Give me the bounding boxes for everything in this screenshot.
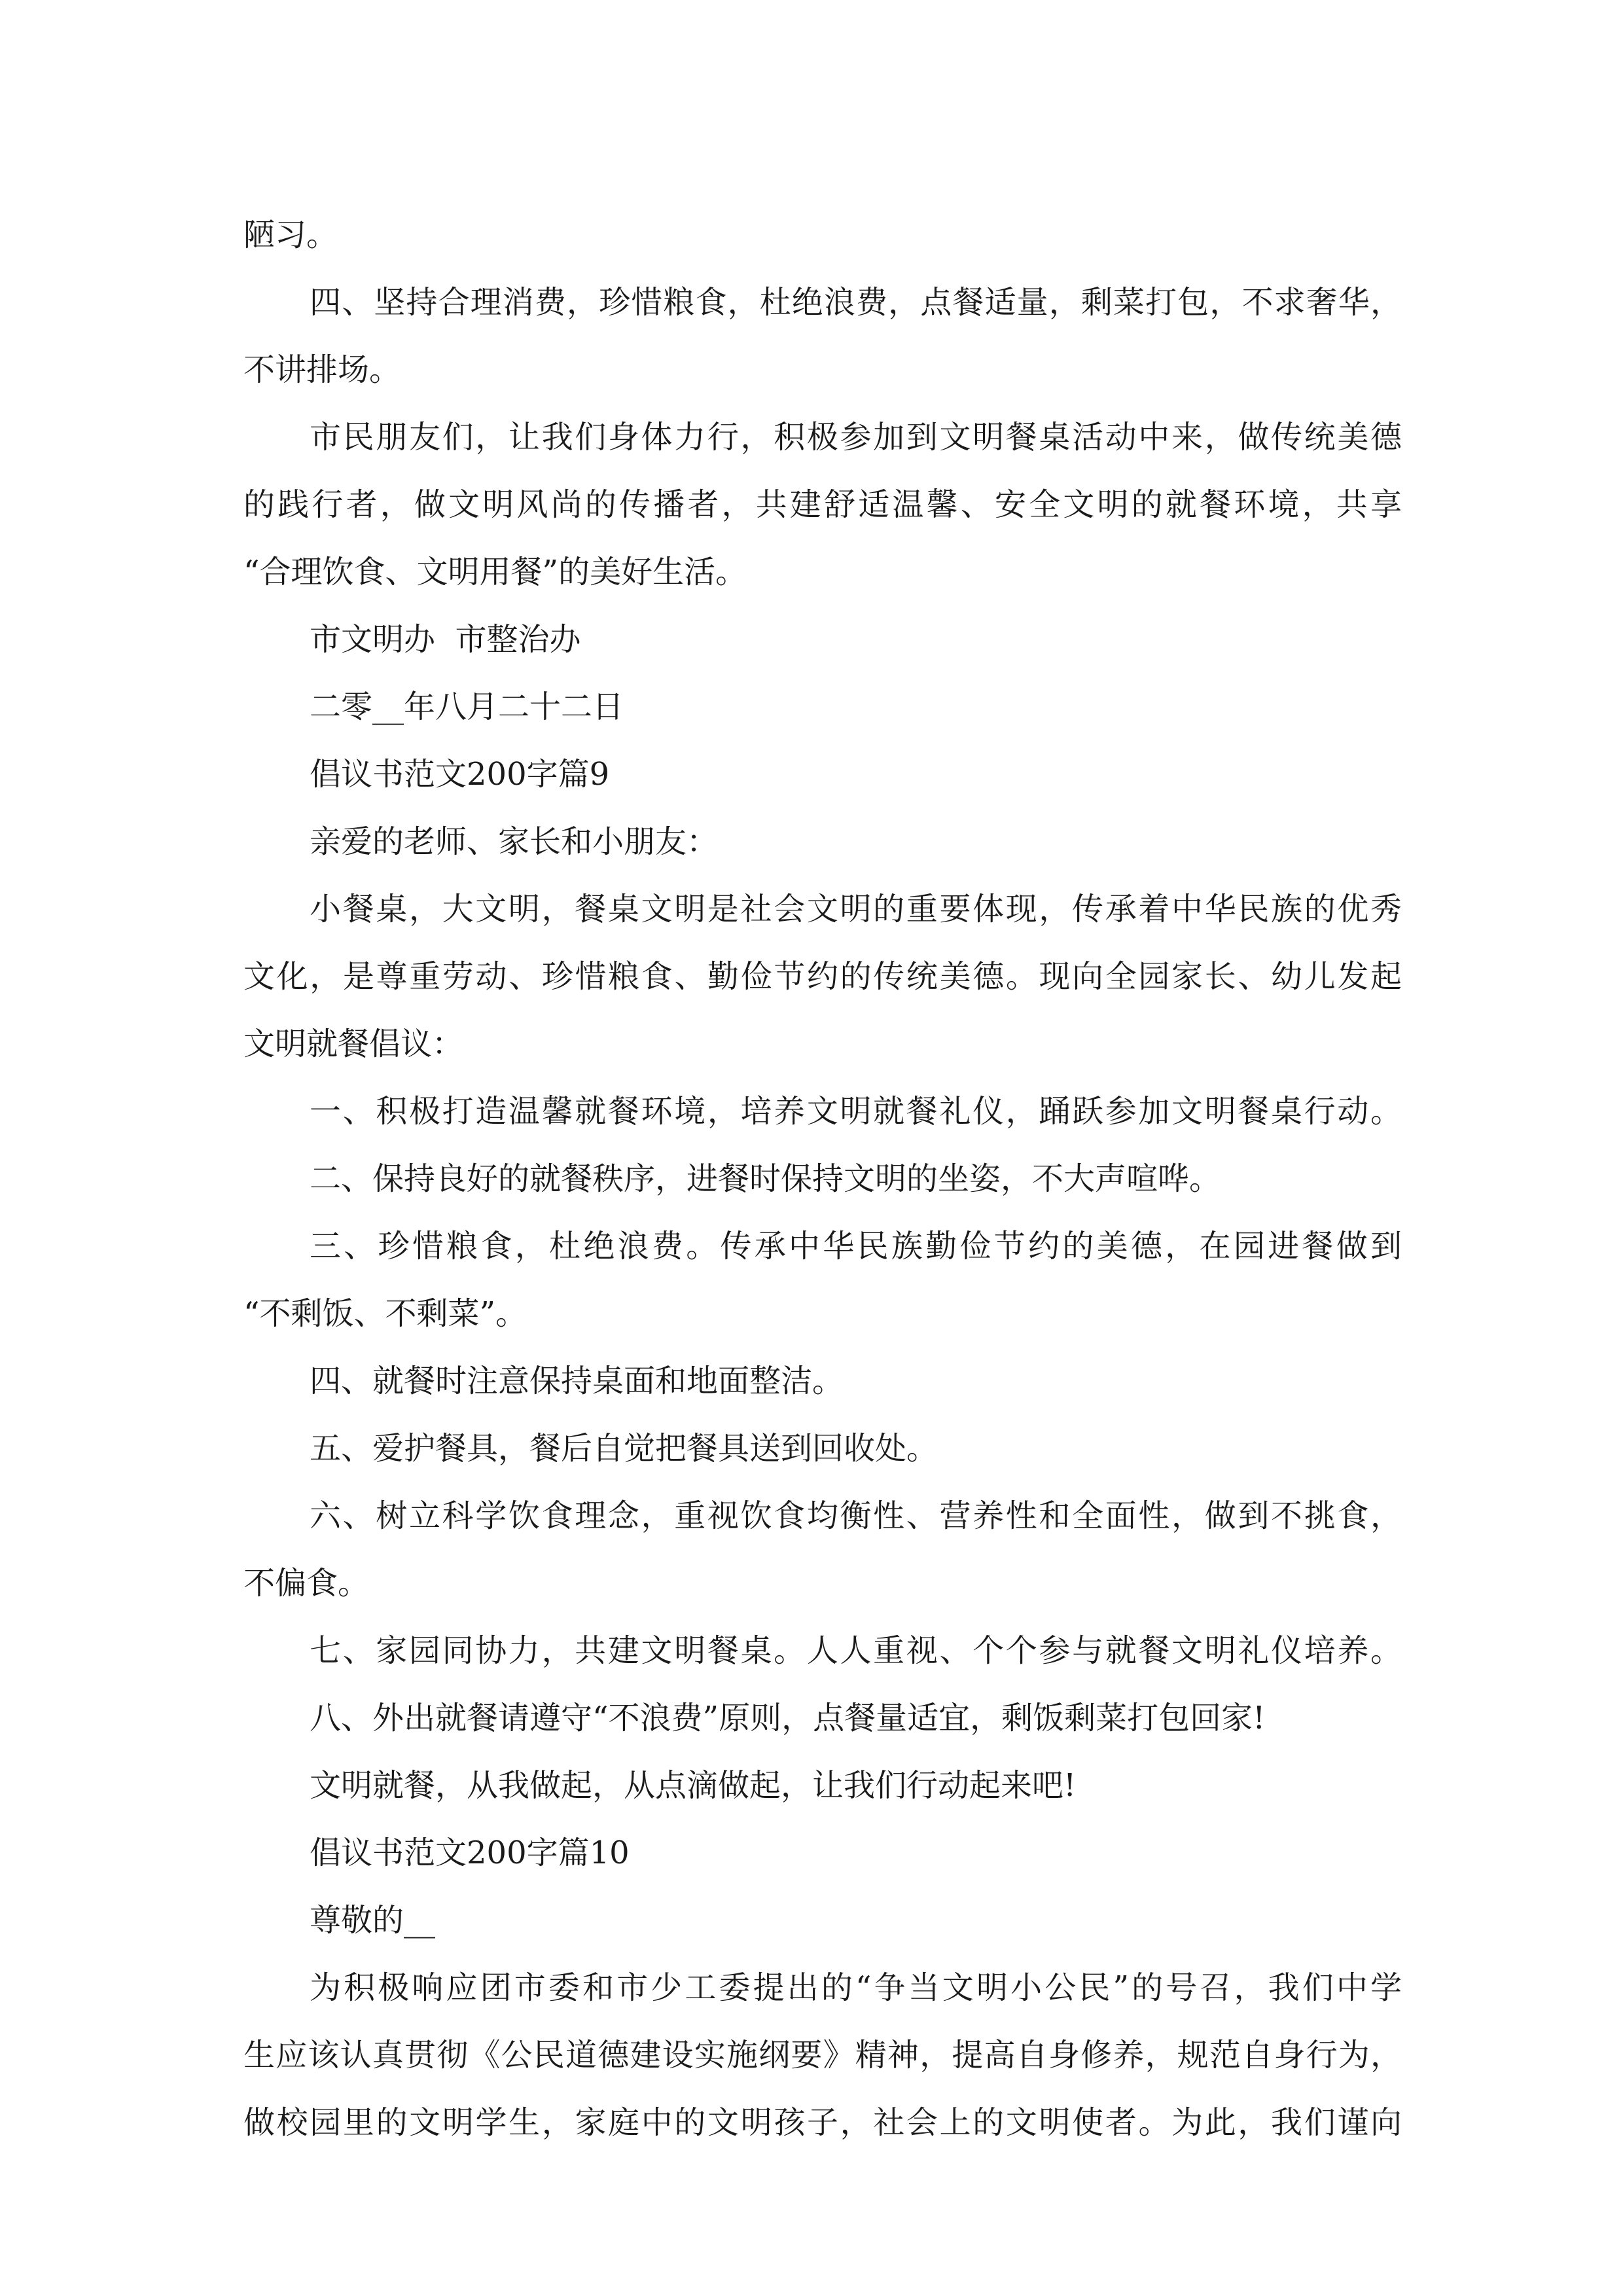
text-line-intro-1: 小餐桌，大文明，餐桌文明是社会文明的重要体现，传承着中华民族的优秀 [310,891,1402,927]
list-item-seven: 七、家园同协力，共建文明餐桌。人人重视、个个参与就餐文明礼仪培养。 [310,1632,1402,1669]
list-item-five: 五、爱护餐具，餐后自觉把餐具送到回收处。 [310,1430,938,1467]
list-item-six-end: 不偏食。 [243,1565,370,1602]
text-line-intro-2: 文化，是尊重劳动、珍惜粮食、勤俭节约的传统美德。现向全园家长、幼儿发起 [243,958,1402,995]
list-item-one: 一、积极打造温馨就餐环境，培养文明就餐礼仪，踊跃参加文明餐桌行动。 [310,1093,1402,1130]
signature-offices: 市文明办 市整治办 [310,621,581,658]
document-body [243,202,1402,2157]
signature-date: 二零__年八月二十二日 [310,689,624,725]
text-line-call-1: 为积极响应团市委和市少工委提出的“争当文明小公民”的号召，我们中学 [310,1969,1402,2006]
text-line-item-four: 四、坚持合理消费，珍惜粮食，杜绝浪费，点餐适量，剩菜打包，不求奢华， [310,284,1402,321]
closing-slogan: 文明就餐，从我做起，从点滴做起，让我们行动起来吧! [310,1767,1077,1804]
text-line-citizens-1: 市民朋友们，让我们身体力行，积极参加到文明餐桌活动中来，做传统美德 [310,419,1402,456]
list-item-two: 二、保持良好的就餐秩序，进餐时保持文明的坐姿，不大声喧哗。 [310,1160,1221,1197]
text-line-intro-3: 文明就餐倡议： [243,1026,464,1062]
text-line-call-3: 做校园里的文明学生，家庭中的文明孩子，社会上的文明使者。为此，我们谨向 [243,2104,1402,2141]
list-item-four: 四、就餐时注意保持桌面和地面整洁。 [310,1363,844,1399]
list-item-six: 六、树立科学饮食理念，重视饮食均衡性、营养性和全面性，做到不挑食， [310,1498,1402,1534]
text-line-item-four-end: 不讲排场。 [243,351,401,388]
list-item-eight: 八、外出就餐请遵守“不浪费”原则，点餐量适宜，剩饭剩菜打包回家! [310,1700,1266,1736]
text-line-citizens-3: “合理饮食、文明用餐”的美好生活。 [243,554,747,590]
section-heading-9: 倡议书范文200字篇9 [310,756,610,793]
section-heading-10: 倡议书范文200字篇10 [310,1835,630,1871]
text-line-call-2: 生应该认真贯彻《公民道德建设实施纲要》精神，提高自身修养，规范自身行为， [243,2037,1402,2073]
list-item-three: 三、珍惜粮食，杜绝浪费。传承中华民族勤俭节约的美德，在园进餐做到 [310,1228,1402,1265]
text-line-continuation: 陋习。 [243,217,338,253]
list-item-three-end: “不剩饭、不剩菜”。 [243,1295,527,1332]
salutation-9: 亲爱的老师、家长和小朋友： [310,823,719,860]
text-line-citizens-2: 的践行者，做文明风尚的传播者，共建舒适温馨、安全文明的就餐环境，共享 [243,486,1402,523]
salutation-10: 尊敬的__ [310,1902,436,1939]
